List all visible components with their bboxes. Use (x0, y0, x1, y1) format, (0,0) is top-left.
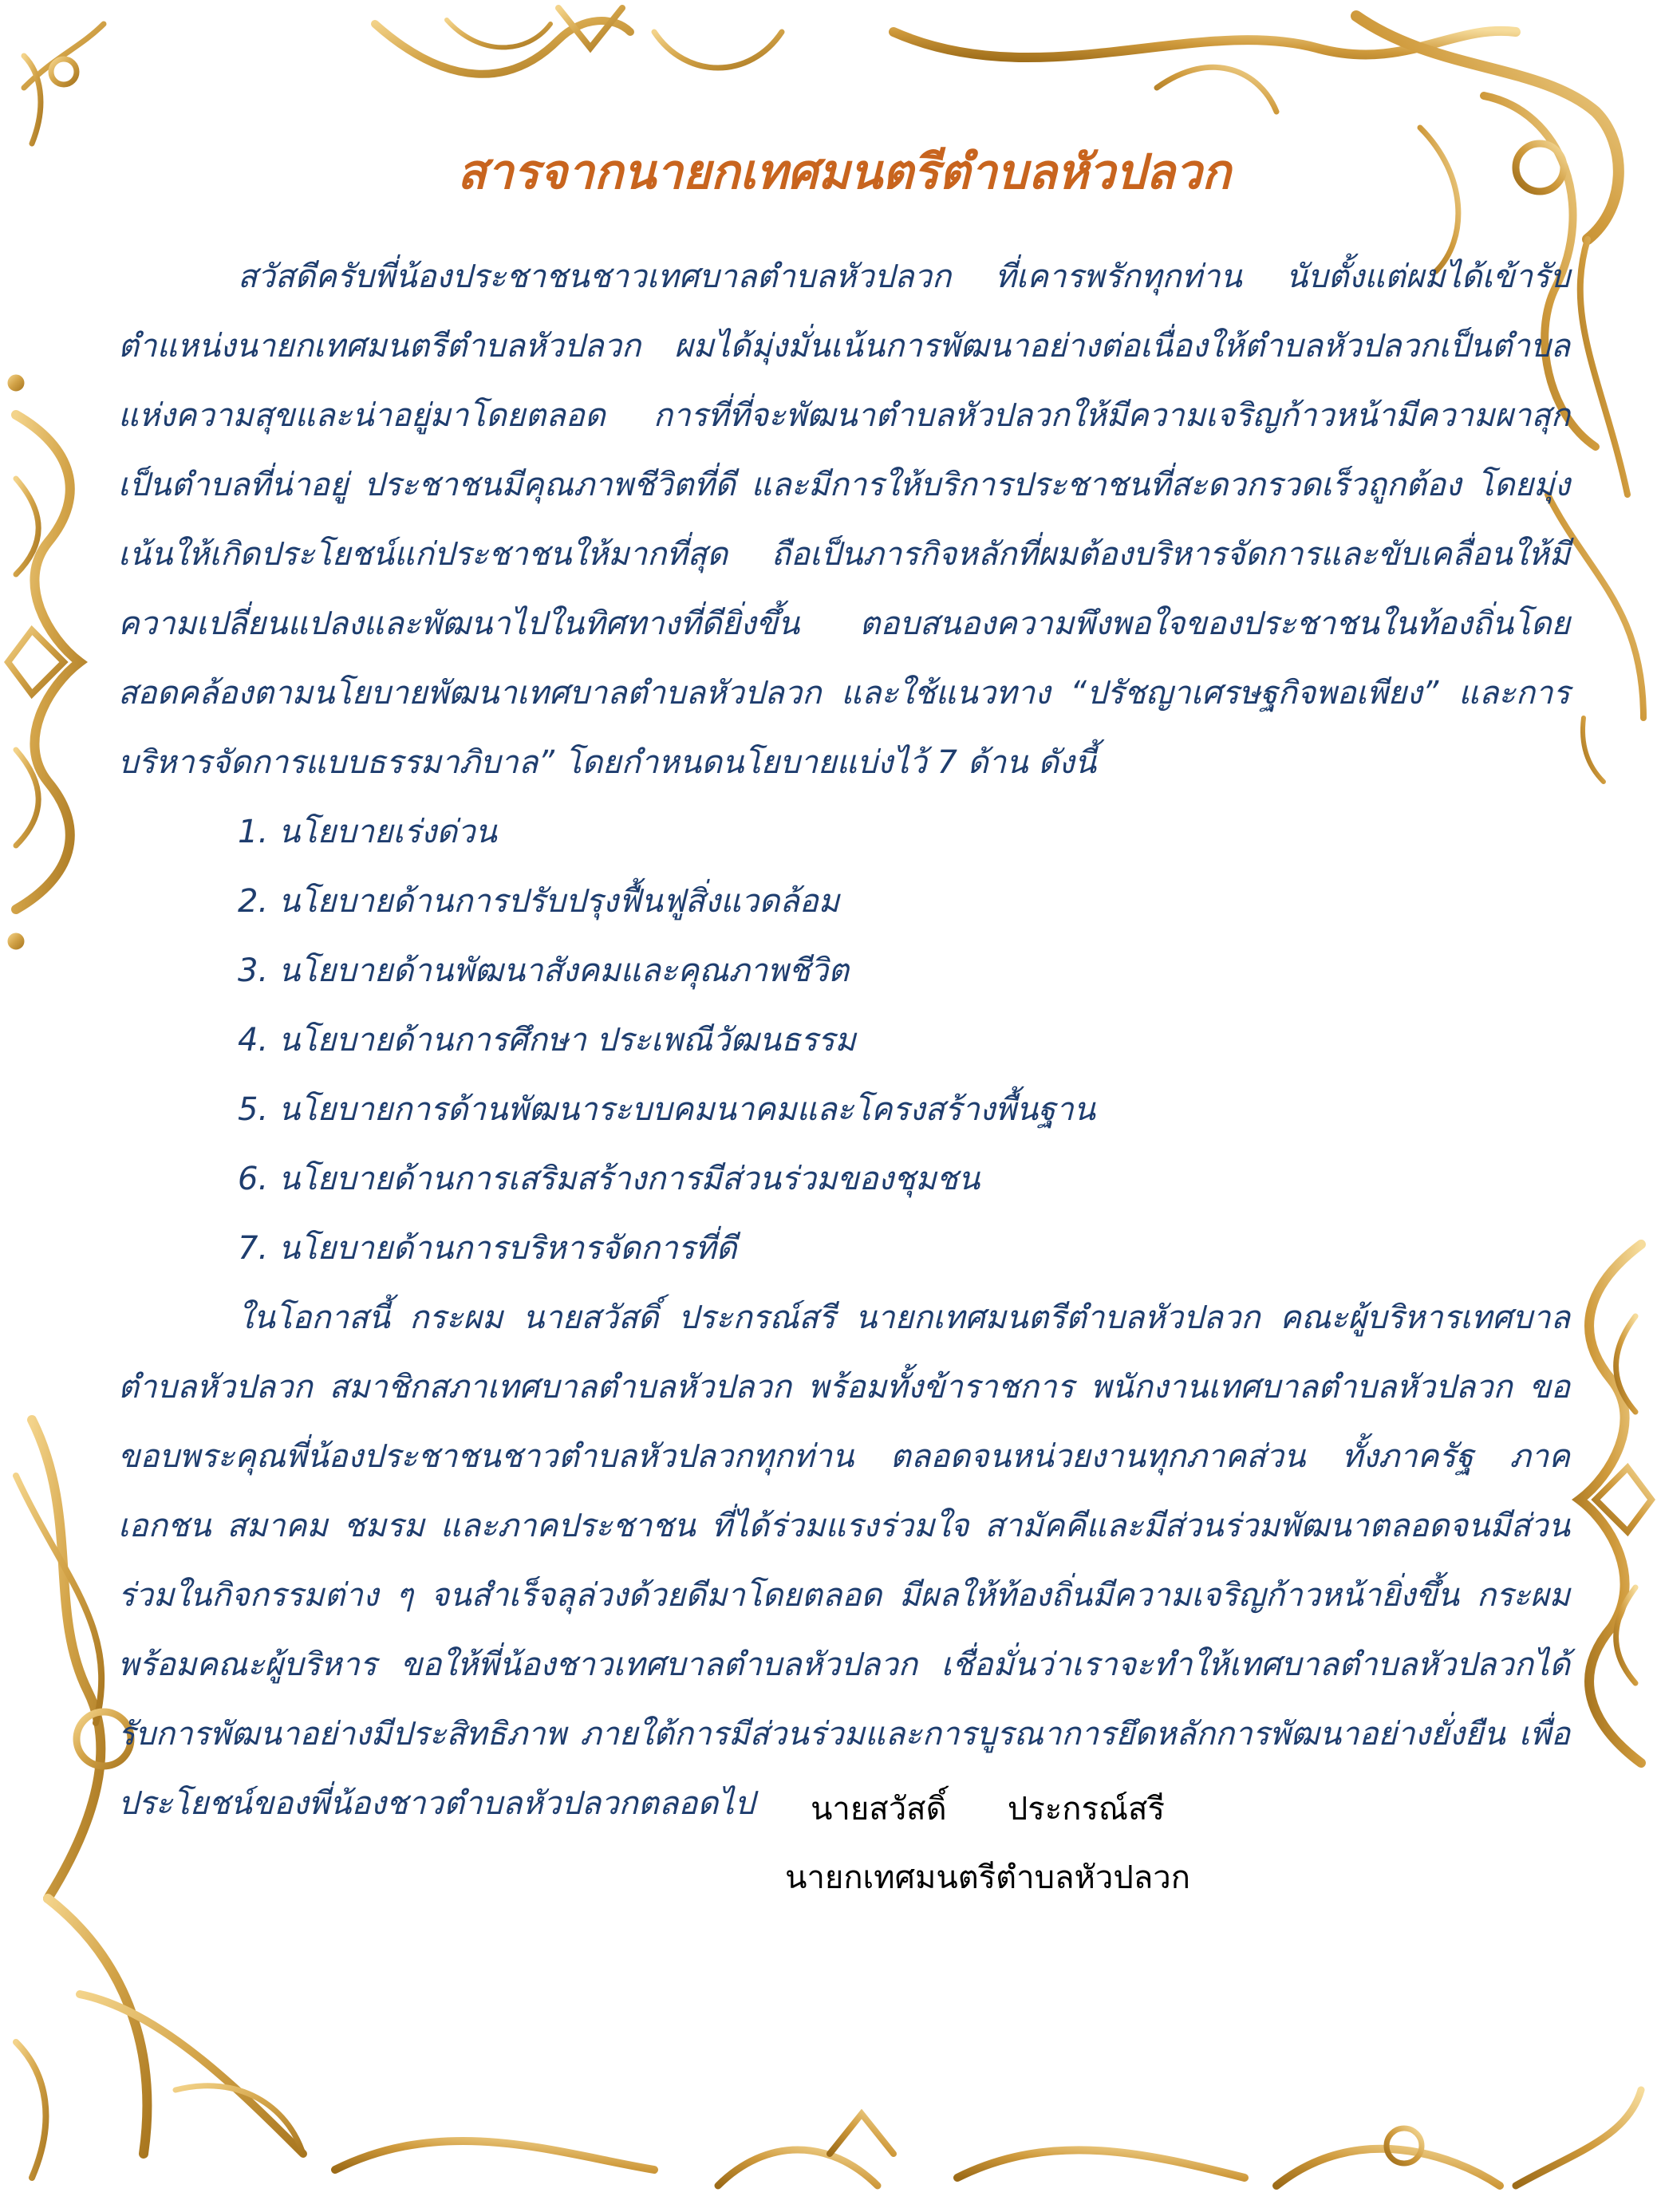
policy-item: 5. นโยบายการด้านพัฒนาระบบคมนาคมและโครงสร้างพื้นฐาน (238, 1091, 1095, 1128)
message-content (118, 144, 1570, 1839)
policy-item: 4. นโยบายด้านการศึกษา ประเพณีวัฒนธรรม (238, 1022, 856, 1059)
policy-item: 7. นโยบายด้านการบริหารจัดการที่ดี (238, 1230, 737, 1267)
page-title: สารจากนายกเทศมนตรีตำบลหัวปลวก (457, 144, 1231, 200)
policy-item: 2. นโยบายด้านการปรับปรุงฟื้นฟูสิ่งแวดล้อม (238, 883, 840, 920)
signatory-position: นายกเทศมนตรีตำบลหัวปลวก (785, 1859, 1190, 1896)
top-left-corner-ornament (24, 24, 104, 144)
policy-item: 1. นโยบายเร่งด่วน (238, 814, 497, 850)
policy-item: 6. นโยบายด้านการเสริมสร้างการมีส่วนร่วมของชุมชน (238, 1161, 980, 1197)
bottom-ornament (335, 2090, 1641, 2186)
left-side-ornament (8, 375, 80, 949)
policy-item: 3. นโยบายด้านพัฒนาสังคมและคุณภาพชีวิต (238, 952, 850, 989)
policy-list (118, 798, 1570, 1283)
signature-block (118, 1775, 1570, 1912)
signatory-name: นายสวัสดิ์ ประกรณ์สรี (811, 1791, 1165, 1828)
intro-paragraph: สวัสดีครับพี่น้องประชาชนชาวเทศบาลตำบลหัวปลวก ที่เคารพรักทุกท่าน นับตั้งแต่ผมได้เข้ารับตำแหน่งนายกเทศมนตรีตำบลหัวปลวก ผมได้มุ่งมั่นเน้นการพัฒนาอย่างต่อเนื่องให้ตำบลหัวปลวกเป็นตำบลแห่งความสุขและน่าอยู่มาโดยตลอด การที่ที่จะพัฒนาตำบลหัวปลวกให้มีความเจริญก้าวหน้ามีความผาสุกเป็นตำบลที่น่าอยู่ ประชาชนมีคุณภาพชีวิตที่ดี และมีการให้บริการประชาชนที่สะดวกรวดเร็วถูกต้อง โดยมุ่งเน้นให้เกิดประโยชน์แก่ประชาชนให้มากที่สุด ถือเป็นภารกิจหลักที่ผมต้องบริหารจัดการและขับเคลื่อนให้มีความเปลี่ยนแปลงและพัฒนาไปในทิศทางที่ดียิ่งขึ้น ตอบสนองความพึงพอใจของประชาชนในท้องถิ่นโดยสอดคล้องตามนโยบายพัฒนาเทศบาลตำบลหัวปลวก และใช้แนวทาง “ปรัชญาเศรษฐกิจพอเพียง” และการบริหารจัดการแบบธรรมาภิบาล” โดยกำหนดนโยบายแบ่งไว้ 7 ด้าน ดังนี้ (118, 258, 1570, 781)
closing-paragraph: ในโอกาสนี้ กระผม นายสวัสดิ์ ประกรณ์สรี นายกเทศมนตรีตำบลหัวปลวก คณะผู้บริหารเทศบาลตำบลหัวปลวก สมาชิกสภาเทศบาลตำบลหัวปลวก พร้อมทั้งข้าราชการ พนักงานเทศบาลตำบลหัวปลวก ขอขอบพระคุณพี่น้องประชาชนชาวตำบลหัวปลวกทุกท่าน ตลอดจนหน่วยงานทุกภาคส่วน ทั้งภาครัฐ ภาคเอกชน สมาคม ชมรม และภาคประชาชน ที่ได้ร่วมแรงร่วมใจ สามัคคีและมีส่วนร่วมพัฒนาตลอดจนมีส่วนร่วมในกิจกรรมต่าง ๆ จนสำเร็จลุล่วงด้วยดีมาโดยตลอด มีผลให้ท้องถิ่นมีความเจริญก้าวหน้ายิ่งขึ้น กระผมพร้อมคณะผู้บริหาร ขอให้พี่น้องชาวเทศบาลตำบลหัวปลวก เชื่อมั่นว่าเราจะทำให้เทศบาลตำบลหัวปลวกได้รับการพัฒนาอย่างมีประสิทธิภาพ ภายใต้การมีส่วนร่วมและการบูรณาการยึดหลักการพัฒนาอย่างยั่งยืน เพื่อประโยชน์ของพี่น้องชาวตำบลหัวปลวกตลอดไป (118, 1299, 1570, 1822)
